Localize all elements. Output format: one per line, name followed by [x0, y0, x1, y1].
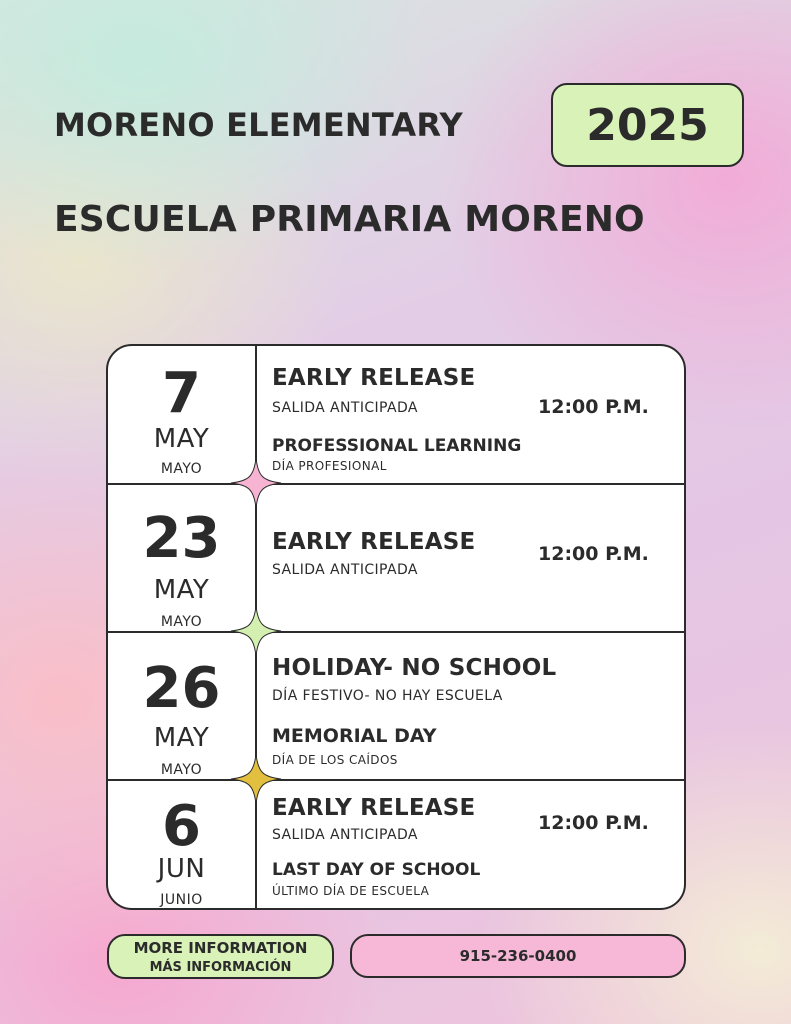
- event-title: HOLIDAY- NO SCHOOL: [272, 655, 557, 681]
- event-secondary-subtitle: DÍA PROFESIONAL: [272, 459, 387, 473]
- month-spanish: JUNIO: [160, 892, 203, 908]
- sparkle-pink-icon: [229, 456, 283, 510]
- event-secondary-title: PROFESSIONAL LEARNING: [272, 436, 522, 456]
- day-number: 6: [162, 794, 201, 859]
- event-title: EARLY RELEASE: [272, 365, 476, 391]
- month-spanish: MAYO: [160, 461, 203, 477]
- event-subtitle: DÍA FESTIVO- NO HAY ESCUELA: [272, 688, 503, 704]
- event-time: 12:00 P.M.: [538, 543, 649, 565]
- event-secondary-title: LAST DAY OF SCHOOL: [272, 860, 481, 880]
- event-secondary-subtitle: ÚLTIMO DÍA DE ESCUELA: [272, 884, 430, 898]
- phone-number-button[interactable]: 915-236-0400: [350, 934, 686, 978]
- mas-informacion-label: MÁS INFORMACIÓN: [149, 960, 292, 975]
- month-spanish: MAYO: [160, 614, 203, 630]
- month-spanish: MAYO: [160, 762, 203, 778]
- more-information-label: MORE INFORMATION: [133, 939, 308, 957]
- year-badge: 2025: [551, 83, 744, 167]
- event-secondary-subtitle: DÍA DE LOS CAÍDOS: [272, 753, 398, 767]
- month-english: MAY: [153, 424, 210, 454]
- event-subtitle: SALIDA ANTICIPADA: [272, 400, 418, 416]
- sparkle-gold-icon: [229, 752, 283, 806]
- school-name-spanish: ESCUELA PRIMARIA MORENO: [54, 199, 645, 240]
- event-row-jun-6: [108, 779, 684, 910]
- day-number: 23: [142, 506, 221, 571]
- month-english: MAY: [153, 575, 210, 605]
- day-number: 7: [162, 361, 201, 426]
- event-secondary-title: MEMORIAL DAY: [272, 725, 437, 747]
- event-subtitle: SALIDA ANTICIPADA: [272, 562, 418, 578]
- event-time: 12:00 P.M.: [538, 396, 649, 418]
- event-time: 12:00 P.M.: [538, 812, 649, 834]
- month-english: JUN: [157, 854, 206, 884]
- event-subtitle: SALIDA ANTICIPADA: [272, 827, 418, 843]
- month-english: MAY: [153, 723, 210, 753]
- events-calendar: [106, 344, 686, 910]
- school-name-english: MORENO ELEMENTARY: [54, 106, 463, 144]
- event-title: EARLY RELEASE: [272, 529, 476, 555]
- sparkle-green-icon: [229, 604, 283, 658]
- event-title: EARLY RELEASE: [272, 795, 476, 821]
- event-row-may-26: [108, 631, 684, 779]
- event-row-may-7: [108, 346, 684, 484]
- more-information-button[interactable]: [107, 934, 334, 979]
- event-row-may-23: [108, 483, 684, 633]
- day-number: 26: [142, 656, 221, 721]
